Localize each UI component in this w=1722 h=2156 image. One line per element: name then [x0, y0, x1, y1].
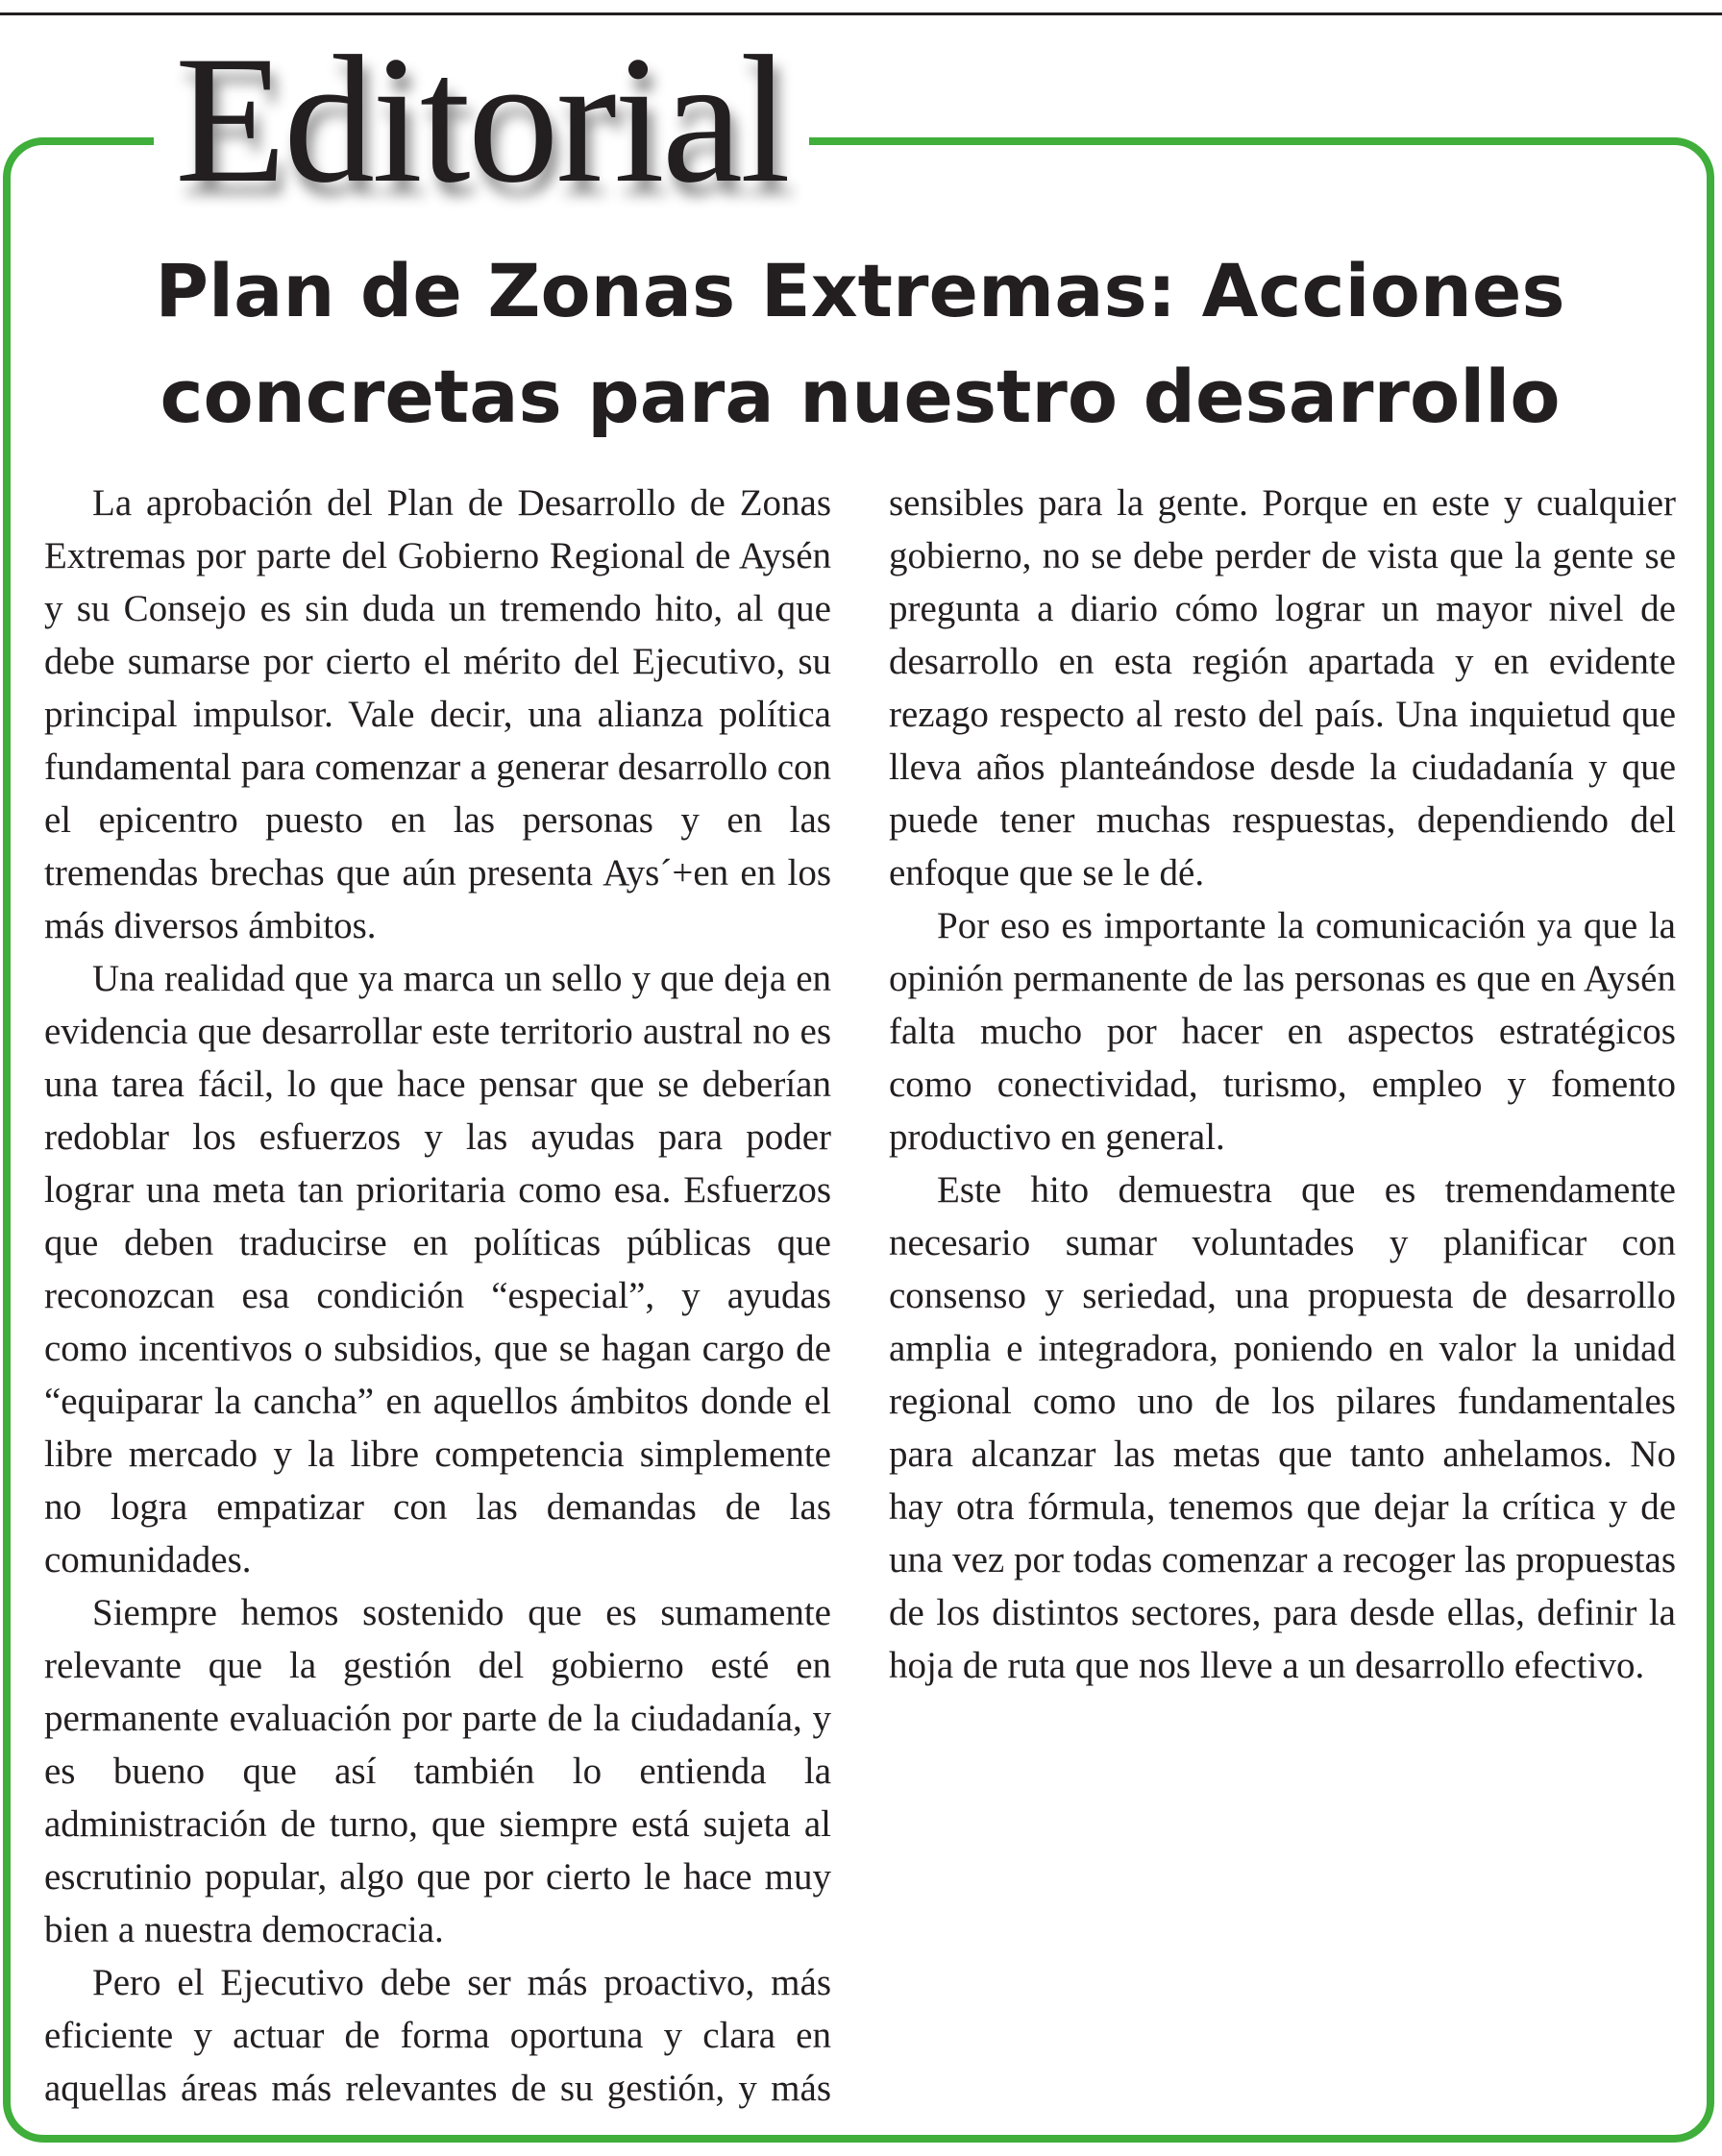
paragraph: Siempre hemos sostenido que es sumamente relevante que la gestión del gobierno esté en permanente evaluación por parte de la ciudadanía, y es bueno que así también lo entienda la administración de turno, que siempre está sujeta al escrutinio popular, algo que por cierto le hace muy bien a nuestra democracia. — [44, 1592, 831, 1950]
page-header-strip — [0, 0, 1722, 15]
paragraph: Este hito demuestra que es tremendamente necesario sumar voluntades y planificar con consenso y seriedad, una propuesta de desarrollo amplia e integradora, poniendo en valor la unidad regional como uno de los pilares fundamentales para alcanzar las metas que tanto anhelamos. No hay otra fórmula, tenemos que dejar la crítica y de una vez por todas comenzar a recoger las propuestas de los distintos sectores, para desde ellas, definir la hoja de ruta que nos lleve a un desarrollo efectivo. — [889, 1169, 1676, 1686]
headline — [86, 238, 1634, 450]
section-title: Editorial — [154, 29, 809, 211]
paragraph: La aprobación del Plan de Desarrollo de Zonas Extremas por parte del Gobierno Regional de Aysén y su Consejo es sin duda un tremendo hito, al que debe sumarse por cierto el mérito del Ejecutivo, su principal impulsor. Vale decir, una alianza política fundamental para comenzar a generar desarrollo con el epicentro puesto en las personas y en las tremendas brechas que aún presenta Ays´+en en los más diversos ámbitos. — [44, 482, 831, 946]
paragraph: Pero el Ejecutivo debe ser más proactivo, más eficiente y actuar de forma oportuna y clara en aquellas áreas más relevantes de su gestión, y más sensibles para la gente. Porque en este y cualquier gobierno, no se debe perder de vista que la gente se pregunta a diario cómo lograr un mayor nivel de desarrollo en esta región apartada y en evidente rezago respecto al resto del país. Una inquietud que lleva años planteándose desde la ciudadanía y que puede tener muchas respuestas, dependiendo del enfoque que se le dé. — [44, 482, 1676, 2109]
article-body — [44, 477, 1676, 2129]
headline-line-2: concretas para nuestro desarrollo — [160, 354, 1561, 439]
paragraph: Una realidad que ya marca un sello y que deja en evidencia que desarrollar este territorio austral no es una tarea fácil, lo que hace pensar que se deberían redoblar los esfuerzos y las ayudas para poder lograr una meta tan prioritaria como esa. Esfuerzos que deben traducirse en políticas públicas que reconozcan esa condición “especial”, y ayudas como incentivos o subsidios, que se hagan cargo de “equiparar la cancha” en aquellos ámbitos donde el libre mercado y la libre competencia simplemente no logra empatizar con las demandas de las comunidades. — [44, 958, 831, 1580]
paragraph: Por eso es importante la comunicación ya que la opinión permanente de las personas es que en Aysén falta mucho por hacer en aspectos estratégicos como conectividad, turismo, empleo y fomento productivo en general. — [889, 905, 1676, 1158]
headline-line-1: Plan de Zonas Extremas: Acciones — [155, 248, 1565, 333]
